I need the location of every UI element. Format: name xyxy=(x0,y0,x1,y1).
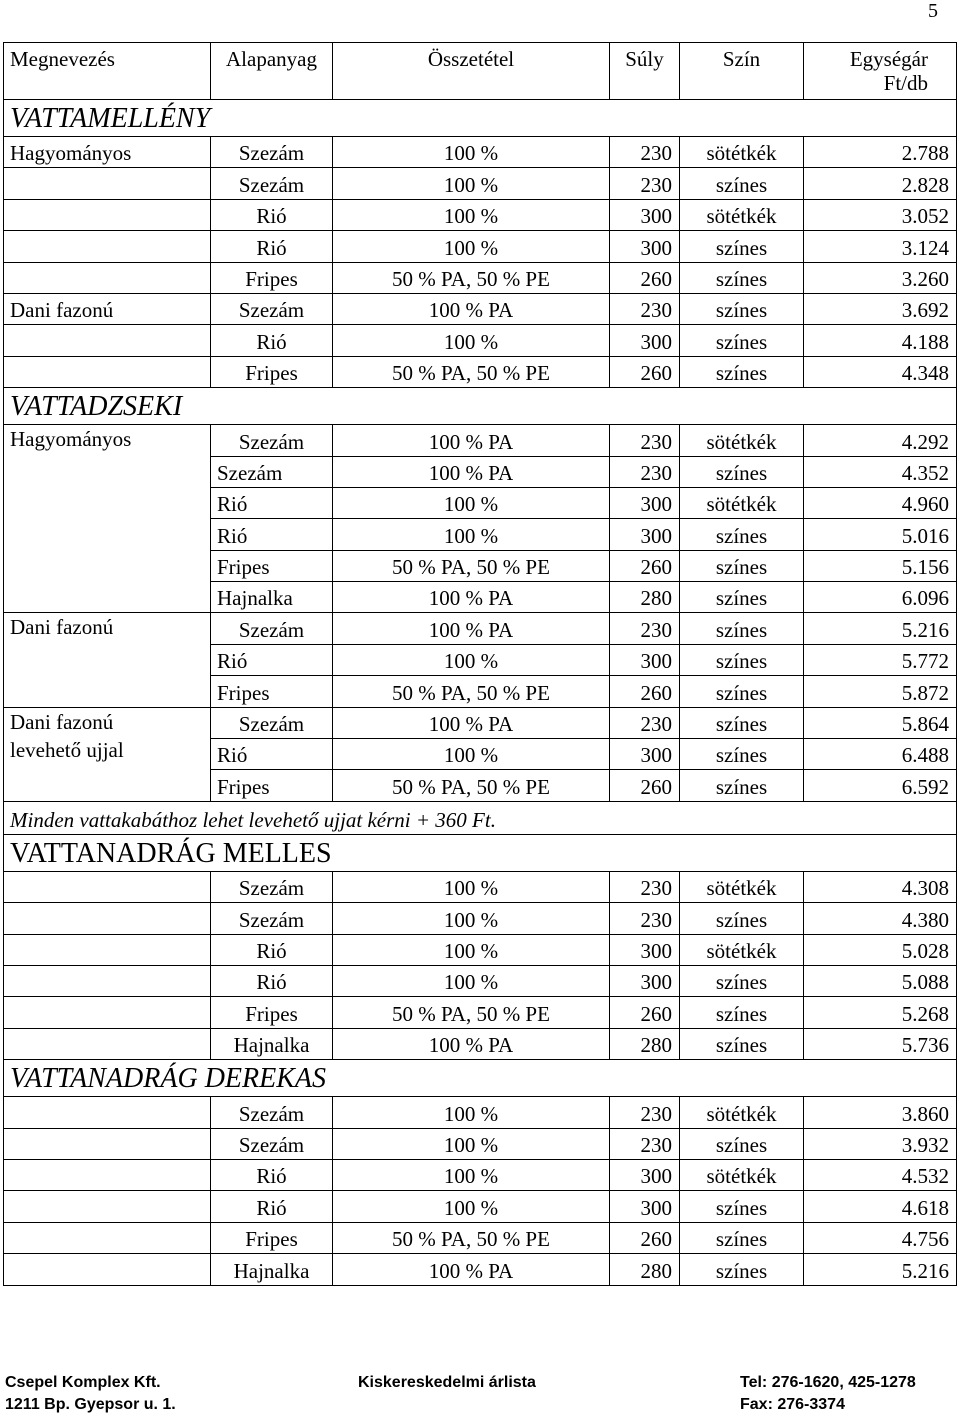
table-row xyxy=(4,613,957,644)
row-color: színes xyxy=(680,770,804,801)
note-row xyxy=(4,801,957,834)
row-material: Szezám xyxy=(211,1128,333,1159)
table-row xyxy=(4,1159,957,1190)
row-weight: 230 xyxy=(610,903,680,934)
header-composition: Összetétel xyxy=(333,43,610,100)
section-row xyxy=(4,388,957,425)
header-name: Megnevezés xyxy=(4,43,211,100)
row-weight: 230 xyxy=(610,425,680,456)
group-name-hagyomanyos: Hagyományos xyxy=(4,425,211,613)
row-material: Szezám xyxy=(211,613,333,644)
row-material: Szezám xyxy=(211,293,333,324)
row-composition: 100 % xyxy=(333,1191,610,1222)
row-composition: 100 % xyxy=(333,519,610,550)
row-composition: 100 % PA xyxy=(333,293,610,324)
row-weight: 300 xyxy=(610,965,680,996)
row-color: sötétkék xyxy=(680,137,804,168)
row-material: Szezám xyxy=(211,707,333,738)
row-material: Rió xyxy=(211,934,333,965)
row-material: Fripes xyxy=(211,997,333,1028)
row-color: színes xyxy=(680,965,804,996)
table-row xyxy=(4,425,957,456)
row-composition: 100 % PA xyxy=(333,456,610,487)
header-weight: Súly xyxy=(610,43,680,100)
row-composition: 100 % xyxy=(333,903,610,934)
table-row xyxy=(4,707,957,738)
table-row xyxy=(4,199,957,230)
row-color: színes xyxy=(680,325,804,356)
row-material: Rió xyxy=(211,325,333,356)
row-material: Rió xyxy=(211,199,333,230)
row-name xyxy=(4,231,211,262)
row-color: sötétkék xyxy=(680,425,804,456)
row-material: Fripes xyxy=(211,356,333,387)
row-color: színes xyxy=(680,262,804,293)
section-title-melles: VATTANADRÁG MELLES xyxy=(4,834,957,871)
sleeve-note: Minden vattakabáthoz lehet levehető ujjat kérni + 360 Ft. xyxy=(4,801,957,834)
row-weight: 300 xyxy=(610,325,680,356)
row-price: 4.960 xyxy=(804,487,957,518)
row-price: 5.268 xyxy=(804,997,957,1028)
footer-phone: Tel: 276-1620, 425-1278 xyxy=(740,1374,916,1391)
row-weight: 300 xyxy=(610,934,680,965)
table-row xyxy=(4,1028,957,1059)
row-composition: 50 % PA, 50 % PE xyxy=(333,997,610,1028)
table-row xyxy=(4,262,957,293)
header-price xyxy=(804,43,957,100)
table-row xyxy=(4,1191,957,1222)
row-material: Fripes xyxy=(211,550,333,581)
row-composition: 100 % xyxy=(333,168,610,199)
table-row xyxy=(4,168,957,199)
row-name xyxy=(4,903,211,934)
row-weight: 230 xyxy=(610,707,680,738)
row-name xyxy=(4,1097,211,1128)
row-price: 5.028 xyxy=(804,934,957,965)
group-name-line2: levehető ujjal xyxy=(10,737,124,762)
header-color: Szín xyxy=(680,43,804,100)
row-weight: 300 xyxy=(610,199,680,230)
row-weight: 260 xyxy=(610,1222,680,1253)
row-composition: 100 % xyxy=(333,325,610,356)
row-weight: 280 xyxy=(610,1028,680,1059)
row-price: 3.124 xyxy=(804,231,957,262)
row-weight: 230 xyxy=(610,456,680,487)
row-color: színes xyxy=(680,231,804,262)
header-material: Alapanyag xyxy=(211,43,333,100)
row-material: Rió xyxy=(211,644,333,675)
row-weight: 300 xyxy=(610,1159,680,1190)
row-price: 5.088 xyxy=(804,965,957,996)
row-name: Hagyományos xyxy=(4,137,211,168)
row-name xyxy=(4,1222,211,1253)
row-name xyxy=(4,199,211,230)
row-price: 5.772 xyxy=(804,644,957,675)
row-weight: 300 xyxy=(610,487,680,518)
row-price: 3.692 xyxy=(804,293,957,324)
row-composition: 100 % xyxy=(333,1097,610,1128)
row-price: 4.756 xyxy=(804,1222,957,1253)
row-weight: 260 xyxy=(610,676,680,707)
table-row xyxy=(4,1128,957,1159)
section-title-vattamelleny: VATTAMELLÉNY xyxy=(4,100,957,137)
row-price: 4.308 xyxy=(804,871,957,902)
row-composition: 100 % xyxy=(333,1159,610,1190)
row-name: Dani fazonú xyxy=(4,293,211,324)
row-composition: 50 % PA, 50 % PE xyxy=(333,262,610,293)
row-material: Fripes xyxy=(211,770,333,801)
row-color: színes xyxy=(680,1222,804,1253)
row-weight: 300 xyxy=(610,739,680,770)
row-price: 4.348 xyxy=(804,356,957,387)
section-title-vattadzseki: VATTADZSEKI xyxy=(4,388,957,425)
row-weight: 260 xyxy=(610,356,680,387)
row-weight: 260 xyxy=(610,262,680,293)
row-material: Rió xyxy=(211,519,333,550)
row-name xyxy=(4,1128,211,1159)
section-row xyxy=(4,1060,957,1097)
row-composition: 100 % xyxy=(333,965,610,996)
row-color: színes xyxy=(680,356,804,387)
row-material: Szezám xyxy=(211,903,333,934)
row-composition: 100 % xyxy=(333,871,610,902)
row-composition: 100 % PA xyxy=(333,1254,610,1285)
row-name xyxy=(4,997,211,1028)
table-row xyxy=(4,934,957,965)
row-material: Fripes xyxy=(211,262,333,293)
row-name xyxy=(4,325,211,356)
row-weight: 280 xyxy=(610,582,680,613)
row-material: Szezám xyxy=(211,425,333,456)
footer-fax: Fax: 276-3374 xyxy=(740,1396,845,1413)
row-material: Fripes xyxy=(211,1222,333,1253)
row-composition: 100 % xyxy=(333,739,610,770)
row-material: Hajnalka xyxy=(211,1254,333,1285)
row-composition: 50 % PA, 50 % PE xyxy=(333,1222,610,1253)
row-composition: 100 % xyxy=(333,644,610,675)
footer-address: 1211 Bp. Gyepsor u. 1. xyxy=(5,1396,176,1413)
row-material: Rió xyxy=(211,231,333,262)
row-weight: 260 xyxy=(610,997,680,1028)
row-price: 4.352 xyxy=(804,456,957,487)
row-material: Rió xyxy=(211,1191,333,1222)
row-weight: 230 xyxy=(610,293,680,324)
row-price: 5.736 xyxy=(804,1028,957,1059)
row-color: sötétkék xyxy=(680,1097,804,1128)
row-name xyxy=(4,934,211,965)
row-price: 6.488 xyxy=(804,739,957,770)
row-color: színes xyxy=(680,644,804,675)
row-composition: 100 % PA xyxy=(333,613,610,644)
row-material: Fripes xyxy=(211,676,333,707)
row-composition: 100 % PA xyxy=(333,582,610,613)
section-title-derekas: VATTANADRÁG DEREKAS xyxy=(4,1060,957,1097)
table-row xyxy=(4,965,957,996)
row-weight: 230 xyxy=(610,137,680,168)
row-material: Rió xyxy=(211,487,333,518)
row-composition: 50 % PA, 50 % PE xyxy=(333,770,610,801)
row-color: színes xyxy=(680,1028,804,1059)
row-color: sötétkék xyxy=(680,199,804,230)
header-price-line2: Ft/db xyxy=(883,71,928,95)
row-material: Szezám xyxy=(211,456,333,487)
row-composition: 100 % xyxy=(333,137,610,168)
row-name xyxy=(4,168,211,199)
row-color: színes xyxy=(680,582,804,613)
row-weight: 230 xyxy=(610,168,680,199)
row-material: Szezám xyxy=(211,1097,333,1128)
row-weight: 260 xyxy=(610,550,680,581)
row-weight: 230 xyxy=(610,1128,680,1159)
row-color: színes xyxy=(680,997,804,1028)
row-material: Hajnalka xyxy=(211,582,333,613)
row-composition: 100 % PA xyxy=(333,425,610,456)
row-composition: 100 % PA xyxy=(333,1028,610,1059)
footer-company: Csepel Komplex Kft. xyxy=(5,1374,161,1391)
row-name xyxy=(4,1159,211,1190)
row-color: színes xyxy=(680,707,804,738)
row-composition: 100 % xyxy=(333,231,610,262)
row-price: 5.872 xyxy=(804,676,957,707)
table-row xyxy=(4,137,957,168)
row-composition: 100 % xyxy=(333,487,610,518)
row-price: 3.860 xyxy=(804,1097,957,1128)
row-weight: 300 xyxy=(610,644,680,675)
row-composition: 100 % xyxy=(333,934,610,965)
row-price: 5.156 xyxy=(804,550,957,581)
row-price: 2.788 xyxy=(804,137,957,168)
row-color: sötétkék xyxy=(680,1159,804,1190)
row-price: 3.932 xyxy=(804,1128,957,1159)
row-color: sötétkék xyxy=(680,934,804,965)
group-name-dani: Dani fazonú xyxy=(4,613,211,707)
section-row xyxy=(4,100,957,137)
row-composition: 50 % PA, 50 % PE xyxy=(333,676,610,707)
row-color: színes xyxy=(680,1254,804,1285)
row-color: színes xyxy=(680,903,804,934)
footer-doc-title: Kiskereskedelmi árlista xyxy=(358,1374,536,1391)
row-color: színes xyxy=(680,1128,804,1159)
row-price: 4.532 xyxy=(804,1159,957,1190)
row-price: 3.260 xyxy=(804,262,957,293)
row-name xyxy=(4,262,211,293)
row-price: 4.380 xyxy=(804,903,957,934)
row-material: Szezám xyxy=(211,871,333,902)
row-price: 4.292 xyxy=(804,425,957,456)
row-price: 5.216 xyxy=(804,613,957,644)
row-name xyxy=(4,1191,211,1222)
row-weight: 230 xyxy=(610,1097,680,1128)
table-row xyxy=(4,903,957,934)
row-material: Hajnalka xyxy=(211,1028,333,1059)
row-price: 5.864 xyxy=(804,707,957,738)
section-row xyxy=(4,834,957,871)
row-color: sötétkék xyxy=(680,871,804,902)
row-price: 2.828 xyxy=(804,168,957,199)
row-name xyxy=(4,1028,211,1059)
row-composition: 100 % xyxy=(333,199,610,230)
table-row xyxy=(4,293,957,324)
row-color: színes xyxy=(680,550,804,581)
row-color: színes xyxy=(680,739,804,770)
row-color: színes xyxy=(680,519,804,550)
row-material: Rió xyxy=(211,739,333,770)
table-row xyxy=(4,231,957,262)
table-row xyxy=(4,1097,957,1128)
row-name xyxy=(4,356,211,387)
row-color: színes xyxy=(680,613,804,644)
table-row xyxy=(4,871,957,902)
row-price: 5.216 xyxy=(804,1254,957,1285)
price-list-table xyxy=(3,42,957,1286)
row-color: színes xyxy=(680,456,804,487)
table-row xyxy=(4,1222,957,1253)
row-price: 3.052 xyxy=(804,199,957,230)
row-material: Rió xyxy=(211,965,333,996)
row-price: 6.592 xyxy=(804,770,957,801)
row-weight: 280 xyxy=(610,1254,680,1285)
row-material: Szezám xyxy=(211,137,333,168)
row-material: Szezám xyxy=(211,168,333,199)
table-row xyxy=(4,356,957,387)
table-row xyxy=(4,997,957,1028)
row-material: Rió xyxy=(211,1159,333,1190)
row-composition: 100 % xyxy=(333,1128,610,1159)
row-price: 5.016 xyxy=(804,519,957,550)
row-weight: 260 xyxy=(610,770,680,801)
page-number: 5 xyxy=(928,0,938,22)
row-weight: 300 xyxy=(610,231,680,262)
group-name-dani-levehető xyxy=(4,707,211,801)
group-name-line1: Dani fazonú xyxy=(10,709,114,734)
table-row xyxy=(4,1254,957,1285)
row-price: 6.096 xyxy=(804,582,957,613)
row-color: színes xyxy=(680,676,804,707)
row-weight: 300 xyxy=(610,1191,680,1222)
header-row xyxy=(4,43,957,100)
row-price: 4.188 xyxy=(804,325,957,356)
row-weight: 230 xyxy=(610,871,680,902)
row-color: színes xyxy=(680,1191,804,1222)
row-color: sötétkék xyxy=(680,487,804,518)
row-weight: 230 xyxy=(610,613,680,644)
row-price: 4.618 xyxy=(804,1191,957,1222)
row-weight: 300 xyxy=(610,519,680,550)
row-name xyxy=(4,1254,211,1285)
row-color: színes xyxy=(680,293,804,324)
header-price-line1: Egységár xyxy=(849,47,928,71)
row-composition: 50 % PA, 50 % PE xyxy=(333,356,610,387)
table-row xyxy=(4,325,957,356)
row-composition: 50 % PA, 50 % PE xyxy=(333,550,610,581)
row-color: színes xyxy=(680,168,804,199)
row-name xyxy=(4,871,211,902)
row-composition: 100 % PA xyxy=(333,707,610,738)
row-name xyxy=(4,965,211,996)
